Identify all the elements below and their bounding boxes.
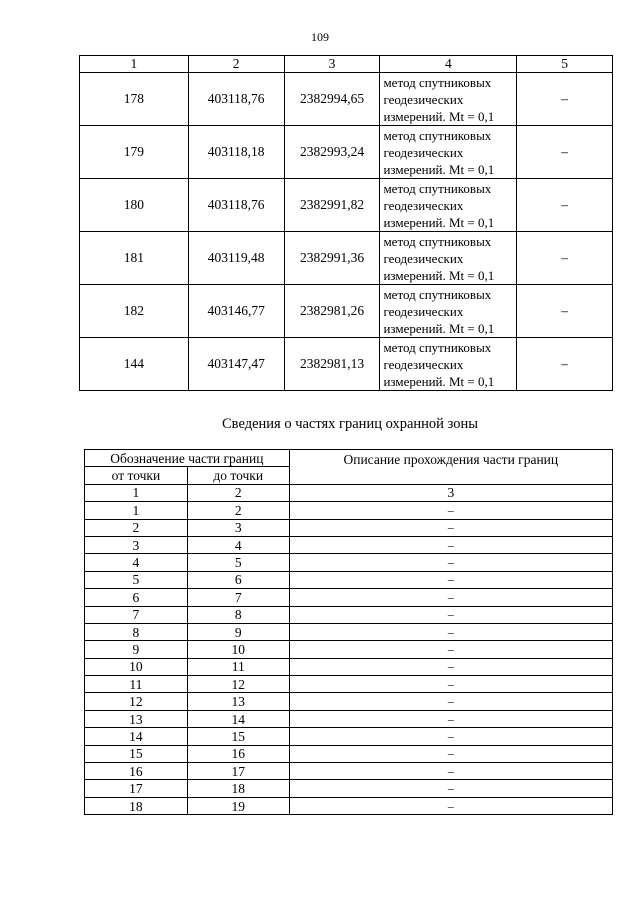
description: – [289,710,612,727]
table-row [85,728,613,745]
header-description: Описание прохождения части границ [289,450,612,485]
from-point: 12 [85,693,188,710]
table-row [85,658,613,675]
table-row [85,519,613,536]
method-cell [380,126,517,179]
note-cell: – [517,73,613,126]
method-line: геодезических [383,91,464,107]
from-point: 5 [85,571,188,588]
table-row [85,797,613,814]
note-cell: – [517,232,613,285]
to-point: 16 [187,745,289,762]
table-row [85,502,613,519]
description: – [289,658,612,675]
method-line: метод спутниковых [383,180,492,196]
table-row [80,179,613,232]
description: – [289,641,612,658]
description: – [289,554,612,571]
x-coordinate: 403118,18 [188,126,284,179]
to-point: 17 [187,763,289,780]
table-row [80,285,613,338]
table-row [85,623,613,640]
description: – [289,728,612,745]
method-cell [380,232,517,285]
method-line: метод спутниковых [383,74,492,90]
from-point: 13 [85,710,188,727]
method-line: измерений. Mt = 0,1 [383,108,495,124]
x-coordinate: 403118,76 [188,179,284,232]
point-number: 179 [80,126,189,179]
y-coordinate: 2382981,26 [284,285,380,338]
from-point: 18 [85,797,188,814]
description: – [289,693,612,710]
table-row [85,763,613,780]
method-line: метод спутниковых [383,127,492,143]
column-header: 2 [188,56,284,73]
to-point: 12 [187,676,289,693]
table-row [85,676,613,693]
method-line: геодезических [383,144,464,160]
table-row [85,571,613,588]
parts-number-row [85,484,613,501]
from-point: 15 [85,745,188,762]
column-number: 2 [187,484,289,501]
column-number: 1 [85,484,188,501]
description: – [289,797,612,814]
to-point: 15 [187,728,289,745]
x-coordinate: 403119,48 [188,232,284,285]
column-header: 4 [380,56,517,73]
page-number: 109 [311,30,329,44]
method-cell [380,73,517,126]
to-point: 13 [187,693,289,710]
column-header: 1 [80,56,189,73]
point-number: 182 [80,285,189,338]
description: – [289,623,612,640]
x-coordinate: 403146,77 [188,285,284,338]
from-point: 6 [85,589,188,606]
boundary-parts-table [84,449,613,815]
description: – [289,676,612,693]
table-row [85,589,613,606]
column-header: 3 [284,56,380,73]
table-row [85,536,613,553]
point-number: 181 [80,232,189,285]
method-line: метод спутниковых [383,286,492,302]
from-point: 8 [85,623,188,640]
method-line: геодезических [383,356,464,372]
method-cell [380,285,517,338]
description: – [289,536,612,553]
to-point: 7 [187,589,289,606]
description: – [289,571,612,588]
to-point: 8 [187,606,289,623]
y-coordinate: 2382991,36 [284,232,380,285]
method-line: измерений. Mt = 0,1 [383,373,495,389]
table-row [80,338,613,391]
method-line: измерений. Mt = 0,1 [383,320,495,336]
from-point: 14 [85,728,188,745]
coordinates-table [79,55,613,391]
description: – [289,763,612,780]
to-point: 4 [187,536,289,553]
table-row [85,780,613,797]
method-line: измерений. Mt = 0,1 [383,214,495,230]
x-coordinate: 403118,76 [188,73,284,126]
table-row [80,126,613,179]
description: – [289,589,612,606]
section-title: Сведения о частях границ охранной зоны [222,416,478,432]
table-row [85,710,613,727]
method-line: геодезических [383,250,464,266]
from-point: 2 [85,519,188,536]
from-point: 3 [85,536,188,553]
note-cell: – [517,126,613,179]
to-point: 14 [187,710,289,727]
from-point: 1 [85,502,188,519]
to-point: 19 [187,797,289,814]
column-number: 3 [289,484,612,501]
method-line: геодезических [383,303,464,319]
y-coordinate: 2382994,65 [284,73,380,126]
y-coordinate: 2382993,24 [284,126,380,179]
from-point: 17 [85,780,188,797]
coordinates-header-row [80,56,613,73]
to-point: 5 [187,554,289,571]
table-row [85,641,613,658]
method-line: измерений. Mt = 0,1 [383,161,495,177]
header-to: до точки [187,467,289,484]
description: – [289,780,612,797]
to-point: 2 [187,502,289,519]
to-point: 10 [187,641,289,658]
table-row [80,232,613,285]
table-row [85,745,613,762]
method-line: геодезических [383,197,464,213]
to-point: 9 [187,623,289,640]
point-number: 178 [80,73,189,126]
method-line: метод спутниковых [383,233,492,249]
method-cell [380,338,517,391]
to-point: 11 [187,658,289,675]
to-point: 18 [187,780,289,797]
to-point: 3 [187,519,289,536]
y-coordinate: 2382981,13 [284,338,380,391]
note-cell: – [517,338,613,391]
table-row [80,73,613,126]
table-row [85,606,613,623]
from-point: 11 [85,676,188,693]
y-coordinate: 2382991,82 [284,179,380,232]
from-point: 16 [85,763,188,780]
description: – [289,606,612,623]
table-row [85,693,613,710]
description: – [289,502,612,519]
from-point: 9 [85,641,188,658]
description: – [289,519,612,536]
method-line: метод спутниковых [383,339,492,355]
point-number: 144 [80,338,189,391]
parts-header-row [85,450,613,467]
to-point: 6 [187,571,289,588]
x-coordinate: 403147,47 [188,338,284,391]
column-header: 5 [517,56,613,73]
from-point: 7 [85,606,188,623]
from-point: 10 [85,658,188,675]
header-from: от точки [85,467,188,484]
note-cell: – [517,285,613,338]
note-cell: – [517,179,613,232]
method-cell [380,179,517,232]
description: – [289,745,612,762]
point-number: 180 [80,179,189,232]
table-row [85,554,613,571]
from-point: 4 [85,554,188,571]
method-line: измерений. Mt = 0,1 [383,267,495,283]
header-group: Обозначение части границ [85,450,290,467]
